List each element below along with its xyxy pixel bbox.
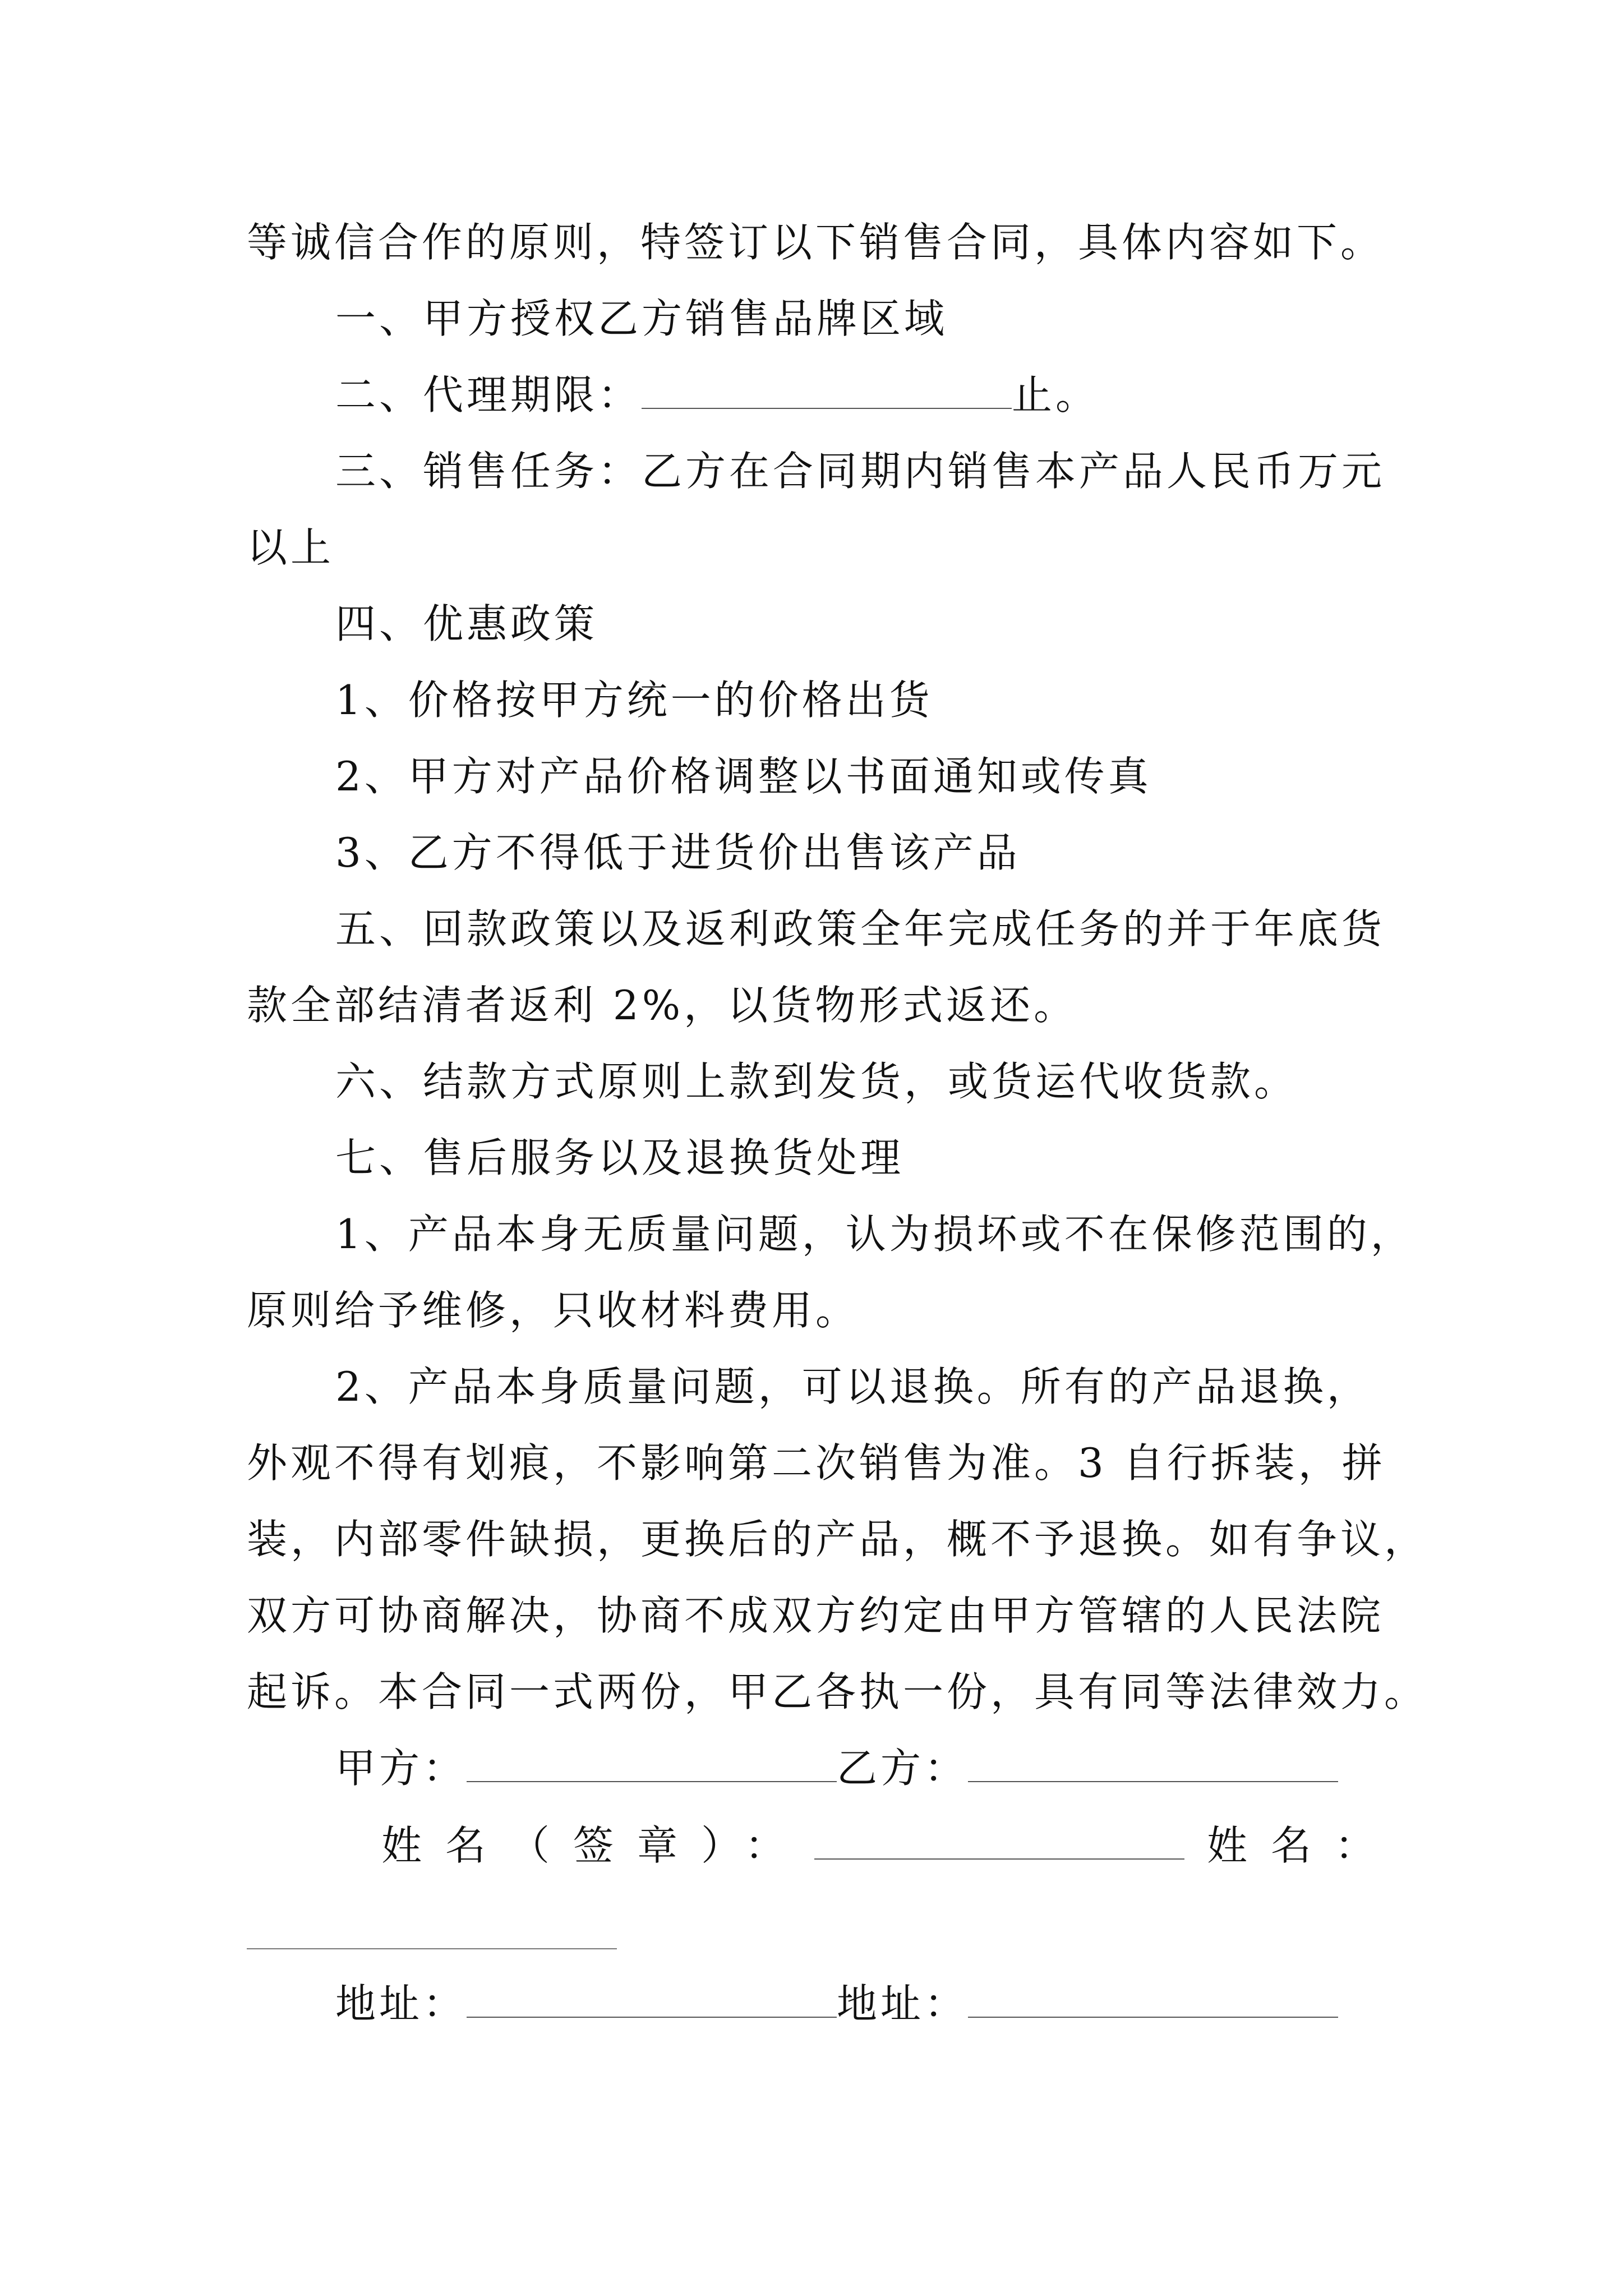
clause-4: 四、优惠政策 — [335, 600, 598, 647]
clause-5-cont: 款全部结清者返利 2%，以货物形式返还。 — [247, 982, 1078, 1029]
clause-7-item-2-cont-1: 外观不得有划痕，不影响第二次销售为准。3 自行拆装，拼 — [247, 1439, 1386, 1487]
party-a-blank — [467, 1742, 837, 1782]
address-a-label: 地址： — [335, 1980, 467, 2027]
name-seal-blank — [814, 1819, 1184, 1860]
address-a-blank — [467, 1977, 837, 2018]
clause-6: 六、结款方式原则上款到发货，或货运代收货款。 — [335, 1058, 1298, 1105]
clause-7-item-2-cont-4: 起诉。本合同一式两份，甲乙各执一份，具有同等法律效力。 — [247, 1668, 1428, 1715]
name-blank — [247, 1948, 617, 1949]
clause-2-end: 止。 — [1012, 371, 1100, 418]
name-seal-label: 姓名（签章）： — [381, 1822, 809, 1869]
party-b-blank — [968, 1742, 1338, 1782]
name-label: 姓名： — [1207, 1822, 1399, 1869]
address-b-label: 地址： — [837, 1980, 969, 2027]
clause-4-item-3: 3、乙方不得低于进货价出售该产品 — [335, 829, 1021, 876]
clause-2 — [335, 367, 1099, 423]
clause-2-label: 二、代理期限： — [335, 371, 642, 418]
signature-name-row — [381, 1818, 1399, 1874]
party-b-label: 乙方： — [837, 1745, 969, 1792]
paragraph-line: 等诚信合作的原则，特签订以下销售合同，具体内容如下。 — [247, 219, 1385, 266]
clause-1: 一、甲方授权乙方销售品牌区域 — [335, 295, 948, 342]
clause-7-item-2-cont-2: 装，内部零件缺损，更换后的产品，概不予退换。如有争议， — [247, 1516, 1428, 1563]
signature-party-row — [335, 1740, 1338, 1796]
clause-7-item-1: 1、产品本身无质量问题，认为损坏或不在保修范围的， — [335, 1211, 1414, 1258]
clause-3: 三、销售任务：乙方在合同期内销售本产品人民币万元 — [335, 448, 1386, 495]
clause-7: 七、售后服务以及退换货处理 — [335, 1134, 905, 1181]
term-blank — [642, 369, 1012, 409]
clause-4-item-1: 1、价格按甲方统一的价格出货 — [335, 677, 933, 724]
signature-address-row — [335, 1976, 1338, 2032]
party-a-label: 甲方： — [335, 1745, 467, 1792]
clause-7-item-1-cont: 原则给予维修，只收材料费用。 — [247, 1287, 860, 1334]
clause-4-item-2: 2、甲方对产品价格调整以书面通知或传真 — [335, 753, 1152, 800]
clause-7-item-2-cont-3: 双方可协商解决，协商不成双方约定由甲方管辖的人民法院 — [247, 1592, 1385, 1639]
address-b-blank — [968, 1977, 1338, 2018]
clause-3-cont: 以上 — [247, 524, 335, 571]
clause-5: 五、回款政策以及返利政策全年完成任务的并于年底货 — [335, 905, 1386, 953]
clause-7-item-2: 2、产品本身质量问题，可以退换。所有的产品退换， — [335, 1363, 1371, 1410]
